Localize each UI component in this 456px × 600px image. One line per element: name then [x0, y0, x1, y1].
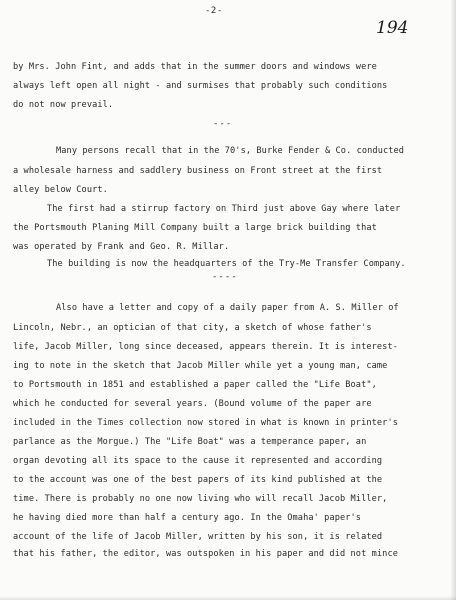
text-line: he having died more than half a century ago. In the Omaha' paper's: [13, 513, 362, 523]
text-line: The building is now the headquarters of the Try-Me Transfer Company.: [47, 259, 406, 269]
text-line: Many persons recall that in the 70's, Burke Fender & Co. conducted: [56, 146, 405, 156]
text-line: to the account was one of the best papers of its kind published at the: [13, 475, 383, 485]
text-line: a wholesale harness and saddlery business on Front street at the first: [13, 166, 383, 176]
page-number: -2-: [205, 6, 223, 16]
text-line: which he conducted for several years. (Bound volume of the paper are: [13, 399, 372, 409]
text-line: the Portsmouth Planing Mill Company built a large brick building that: [13, 223, 377, 233]
text-line: do not now prevail.: [13, 100, 114, 110]
handwritten-page-number: 194: [376, 18, 409, 38]
text-line: ing to note in the sketch that Jacob Miller while yet a young man, came: [13, 361, 388, 371]
text-line: Lincoln, Nebr., an optician of that city, a sketch of whose father's: [13, 323, 372, 333]
text-line: that his father, the editor, was outspoken in his paper and did not mince: [13, 549, 398, 559]
text-line: life, Jacob Miller, long since deceased, appears therein. It is interest-: [13, 342, 398, 352]
text-line: included in the Times collection now stored in what is known in printer's: [13, 418, 398, 428]
text-line: time. There is probably no one now living who will recall Jacob Miller,: [13, 494, 388, 504]
text-line: account of the life of Jacob Miller, written by his son, it is related: [13, 532, 383, 542]
page-edge-shadow: [450, 0, 456, 600]
section-divider: ---: [213, 119, 233, 129]
text-line: to Portsmouth in 1851 and established a paper called the "Life Boat",: [13, 380, 377, 390]
text-line: by Mrs. John Fint, and adds that in the summer doors and windows were: [13, 62, 377, 72]
text-line: alley below Court.: [13, 185, 108, 195]
section-divider: ----: [212, 272, 238, 282]
text-line: was operated by Frank and Geo. R. Millar.: [13, 242, 230, 252]
page-bottom-shadow: [0, 596, 456, 600]
text-line: The first had a stirrup factory on Third just above Gay where later: [47, 204, 401, 214]
text-line: Also have a letter and copy of a daily paper from A. S. Miller of: [56, 303, 399, 313]
text-line: organ devoting all its space to the cause it represented and according: [13, 456, 383, 466]
text-line: parlance as the Morgue.) The "Life Boat" was a temperance paper, an: [13, 437, 367, 447]
text-line: always left open all night - and surmises that probably such conditions: [13, 81, 388, 91]
